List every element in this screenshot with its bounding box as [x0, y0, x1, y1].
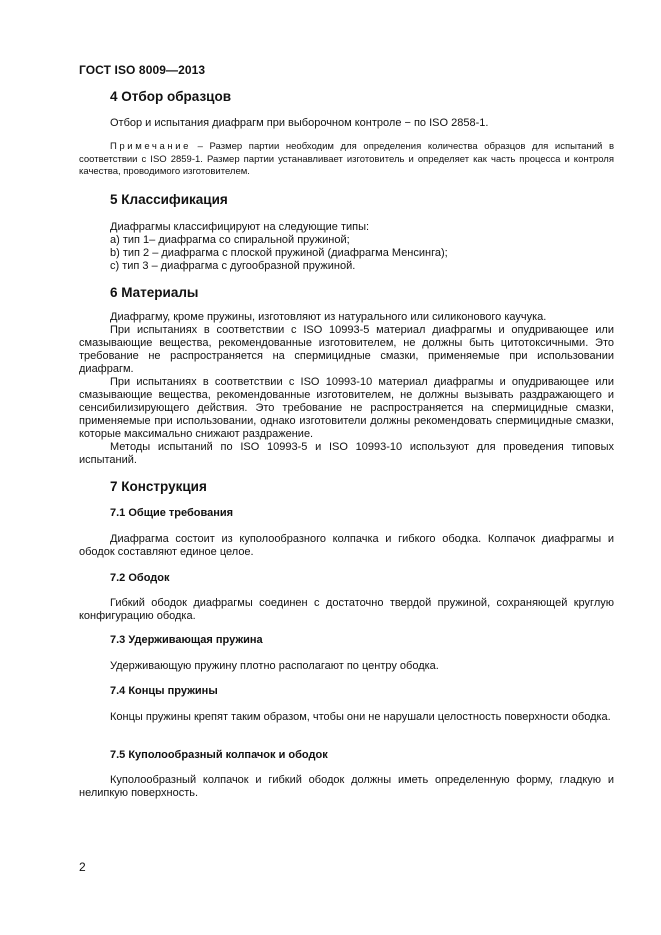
- section-6-title: 6 Материалы: [110, 285, 199, 300]
- note-label: Примечание: [110, 141, 191, 152]
- subsection-7-5-text: Куполообразный колпачок и гибкий ободок должны иметь определенную форму, гладкую и нелипкую поверхность.: [79, 774, 614, 799]
- subsection-7-3-title: 7.3 Удерживающая пружина: [110, 634, 263, 646]
- subsection-7-3-text: Удерживающую пружину плотно располагают по центру ободка.: [110, 660, 439, 672]
- section-7-title: 7 Конструкция: [110, 479, 207, 494]
- section-6-paragraph-2: При испытаниях в соответствии с ISO 10993-5 материал диафрагмы и опудривающее или смазывающие вещества, рекомендованные изготовителем, не должны быть цитотоксичными. Это требование не распространяется на спермицидные смазки, применяемые при использовании диафрагм.: [79, 324, 614, 375]
- list-item: c) тип 3 – диафрагма с дугообразной пружиной.: [110, 260, 356, 272]
- section-4-text: Отбор и испытания диафрагм при выборочном контроле − по ISO 2858-1.: [110, 117, 489, 129]
- section-5-title: 5 Классификация: [110, 192, 228, 207]
- subsection-7-2-title: 7.2 Ободок: [110, 572, 170, 584]
- subsection-7-1-title: 7.1 Общие требования: [110, 507, 234, 519]
- subsection-7-4-title: 7.4 Концы пружины: [110, 685, 218, 697]
- section-6-paragraph-4: Методы испытаний по ISO 10993-5 и ISO 10993-10 используют для проведения типовых испытаний.: [79, 441, 614, 466]
- note-text: – Размер партии необходим для определения количества образцов для испытаний в соответствии с ISO 2859-1. Размер партии устанавливает изготовитель и определяет как часть процесса и контроля качества, проводимого изготовителем.: [79, 141, 614, 177]
- document-header: ГОСТ ISO 8009—2013: [79, 63, 206, 77]
- section-4-title: 4 Отбор образцов: [110, 89, 232, 104]
- list-item: a) тип 1– диафрагма со спиральной пружиной;: [110, 234, 350, 246]
- subsection-7-1-text: Диафрагма состоит из куполообразного колпачка и гибкого ободка. Колпачок диафрагмы и ободок составляют единое целое.: [79, 533, 614, 558]
- page-number: 2: [79, 860, 86, 874]
- classification-intro: Диафрагмы классифицируют на следующие типы:: [110, 221, 370, 233]
- subsection-7-2-text: Гибкий ободок диафрагмы соединен с достаточно твердой пружиной, сохраняющей круглую конфигурацию ободка.: [79, 597, 614, 622]
- subsection-7-5-title: 7.5 Куполообразный колпачок и ободок: [110, 749, 328, 761]
- section-5-list: [110, 221, 448, 273]
- section-6-paragraph-1: Диафрагму, кроме пружины, изготовляют из натурального или силиконового каучука.: [110, 311, 547, 323]
- section-6-paragraph-3: При испытаниях в соответствии с ISO 10993-10 материал диафрагмы и опудривающее или смазывающие вещества, рекомендованные изготовителем, не должны вызывать раздражающего и сенсибилизирующего действия. Это требование не распространяется на спермицидные смазки, применяемые при использовании, однако изготовители должны рекомендовать спермицидные смазки, которые максимально снижают раздражение.: [79, 376, 614, 440]
- list-item: b) тип 2 – диафрагма с плоской пружиной (диафрагма Менсинга);: [110, 247, 448, 259]
- subsection-7-4-text: Концы пружины крепят таким образом, чтобы они не нарушали целостность поверхности ободка.: [110, 711, 611, 723]
- section-4-note: [79, 141, 614, 179]
